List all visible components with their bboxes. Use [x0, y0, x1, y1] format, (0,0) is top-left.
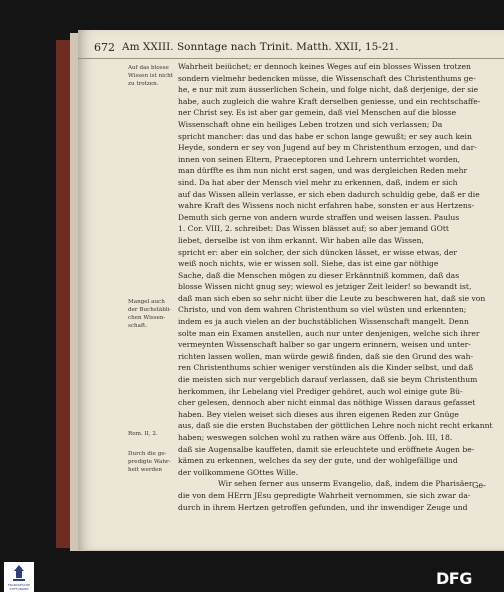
text-line: haben. Bey vielen weiset sich dieses aus ihren eigenen Reden zur Gnüge: [178, 409, 459, 419]
text-line: indem es ja auch vielen an der buchstäblichen Wissenschaft mangelt. Denn: [178, 317, 469, 327]
text-line: solte man ein Examen anstellen, auch nur unter denjenigen, welche sich ihrer: [178, 328, 480, 338]
text-line: innen von seinen Eltern, Praeceptoren und Lehrern unterrichtet worden,: [178, 154, 461, 164]
text-line: Wahrheit beiüchet; er dennoch keines Weges auf ein blosses Wissen trotzen: [178, 62, 471, 71]
text-line: daß man sich eben so sehr nicht über die Leute zu beschweren hat, daß sie von: [178, 293, 486, 303]
text-line: sondern vielmehr bedencken müsse, die Wissenschaft des Christenthums ge-: [178, 73, 476, 83]
text-line: aus, daß sie die ersten Buchstaben der göttlichen Lehre noch nicht recht erkannt: [178, 421, 493, 431]
text-line: he, e nur mit zum äusserlichen Schein, und folge nicht, daß derjenige, der sie: [178, 85, 479, 95]
text-line: die meisten sich nur vergeblich darauf verlassen, daß sie beym Christenthum: [178, 375, 478, 385]
text-line: ner Christ sey. Es ist aber gar gemein, daß viel Menschen auf die blosse: [178, 108, 457, 118]
text-line: spricht mancher: das und das habe er schon lange gewußt; er sey auch kein: [178, 131, 472, 141]
margin-note: Auf das blosse Wissen ist nicht zu trotzen.: [128, 65, 173, 87]
text-line: vermeynten Wissenschaft halber so gar ungern erinnern, weisen und unter-: [178, 340, 471, 350]
text-line: richten lassen wollen, man würde gewiß finden, daß sie den Grund des wah-: [178, 351, 474, 361]
logo-emblem-icon: [4, 562, 34, 584]
margin-note: Mangel auch der Buchstäbli- chen Wissen- schaft.: [128, 299, 172, 329]
text-line: 1. Cor. VIII, 2. schreibet: Das Wissen blässet auf; so aber jemand GOtt: [178, 224, 449, 234]
catchword: Ge-: [472, 481, 486, 490]
body-text: [178, 61, 498, 513]
text-line: weiß noch nichts, wie er wissen soll. Siehe, das ist eine gar nöthige: [178, 259, 439, 269]
text-line: spricht er: aber ein solcher, der sich düncken lässet, er wisse etwas, der: [178, 247, 457, 257]
text-line: sind. Da hat aber der Mensch viel mehr zu erkennen, daß, indem er sich: [178, 177, 458, 187]
text-line: blosse Wissen nicht gnug sey; wiewol es jetziger Zeit leider! so bewandt ist,: [178, 282, 472, 292]
text-line: Wissenschaft ohne ein heiliges Leben trotzen und sich verlassen; Da: [178, 119, 443, 129]
text-line: Heyde, sondern er sey von Jugend auf bey m Christenthum erzogen, und dar-: [178, 143, 477, 153]
text-line: liebet, derselbe ist von ihm erkannt. Wir haben alle das Wissen,: [178, 235, 424, 245]
logo-label: FRANCKESCHE STIFTUNGEN: [7, 583, 31, 591]
text-line: habe, auch zugleich die wahre Kraft derselben geniesse, und ein rechtschaffe-: [178, 96, 481, 106]
institution-logo: [4, 562, 34, 592]
running-title: Am XXIII. Sonntage nach Trinit. Matth. XXII, 15-21.: [122, 41, 399, 53]
text-line: der vollkommene GOttes Wille.: [178, 467, 299, 477]
text-line: Demuth sich gerne von andern wurde straffen und weisen lassen. Paulus: [178, 212, 460, 222]
text-line: durch in ihrem Hertzen getroffen gefunden, und ihr inwendiger Zeuge und: [178, 502, 468, 512]
margin-note: Durch die ge- predigte Wahr- heit werden: [128, 451, 171, 473]
text-line: Wir sehen ferner aus unserm Evangelio, daß, indem die Pharisäer: [218, 479, 473, 489]
dfg-logo: DFG: [436, 569, 472, 588]
text-line: Christo, und von dem wahren Christenthum so viel wüsten und erkennten;: [178, 305, 467, 315]
text-line: Sache, daß die Menschen mögen zu dieser Erkänntniß kommen, daß das: [178, 270, 460, 280]
text-line: kämen zu erkennen, welches da sey der gute, und der wohlgefällige und: [178, 456, 458, 466]
text-line: man dürffte es ihm nun nicht erst sagen, und was dergleichen Reden mehr: [178, 166, 468, 176]
text-line: ren Christenthums schier weniger verstünden als die Kinder selbst, und daß: [178, 363, 474, 373]
margin-note: Rom. II, 2.: [128, 431, 158, 437]
text-line: wahre Kraft des Wissens noch nicht erfahren habe, sonsten er aus Hertzens-: [178, 201, 475, 211]
text-line: die von dem HErrn JEsu gepredigte Wahrheit vernommen, sie sich zwar da-: [178, 490, 471, 500]
text-line: haben; weswegen solchen wohl zu rathen wäre aus Offenb. Joh. III, 18.: [178, 433, 453, 442]
text-line: cher gelesen, dennoch aber nicht einmal das nöthige Wissen daraus gefasset: [178, 398, 476, 408]
page-header: [78, 30, 504, 59]
text-line: daß sie Augensalbe kauffeten, damit sie erleuchtete und eröffnete Augen be-: [178, 444, 475, 454]
text-line: herkommen, ihr Lebelang viel Prediger gehöret, auch wol einige gute Bü-: [178, 386, 463, 396]
page-number: 672: [94, 41, 115, 54]
text-line: auf das Wissen allein verlasse, er sich eben dadurch schuldig gebe, daß er die: [178, 189, 480, 199]
book-page: [78, 30, 504, 550]
